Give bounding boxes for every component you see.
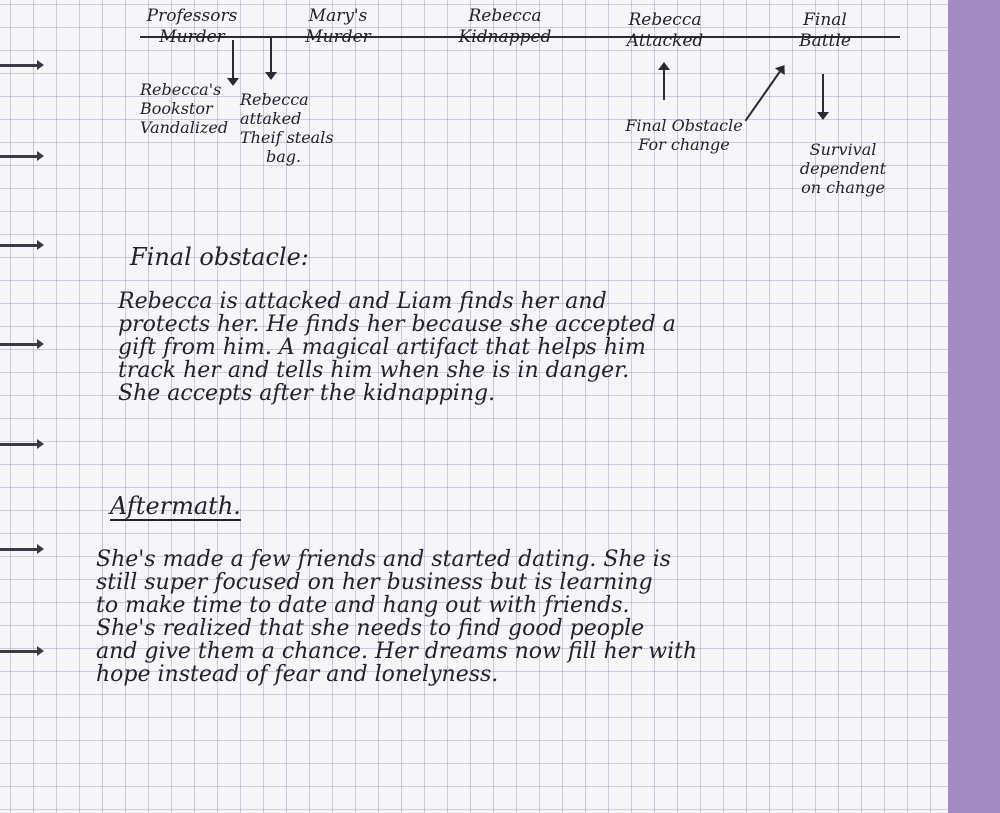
final-obstacle-heading: Final obstacle: [130,243,309,271]
note-line: attaked [240,109,302,128]
note-line: Vandalized [140,118,229,137]
down-arrow-icon [232,40,234,80]
paragraph-line: hope instead of fear and lonelyness. [96,662,499,687]
note-line: dependent [799,159,887,178]
binder-hole [0,343,40,346]
timeline-event [600,10,730,52]
paragraph-line: and give them a chance. Her dreams now fill her with [96,639,698,664]
paragraph-line: protects her. He finds her because she accepted a [118,312,676,337]
timeline-note [778,140,908,197]
diagonal-arrow-icon [745,69,782,121]
down-arrow-icon [822,74,824,114]
event-label: Final [803,10,847,30]
note-line: Rebecca's [140,80,222,99]
binder-hole [0,650,40,653]
timeline-event [440,6,570,48]
timeline-event [288,6,388,48]
note-line: For change [638,135,730,154]
binder-hole [0,244,40,247]
note-line: Survival [809,140,877,159]
note-line: Final Obstacle [625,116,743,135]
binder-hole [0,548,40,551]
note-line: Rebecca [240,90,309,109]
event-label: Professors [146,6,238,26]
timeline-event [775,10,875,52]
timeline-note [614,116,754,154]
timeline-note [240,90,360,166]
paragraph-line: still super focused on her business but is learning [96,570,653,595]
note-line: Theif steals [240,128,334,147]
aftermath-heading: Aftermath. [110,492,241,520]
paragraph-line: track her and tells him when she is in danger. [118,358,630,383]
event-label: Battle [799,31,851,51]
paragraph-line: to make time to date and hang out with friends. [96,593,630,618]
note-line: Bookstor [140,99,213,118]
paragraph-line: gift from him. A magical artifact that helps him [118,335,646,360]
paragraph-line: She's made a few friends and started dating. She is [96,547,671,572]
event-label: Murder [305,27,371,47]
paragraph-line: Rebecca is attacked and Liam finds her and [118,289,607,314]
paragraph-line: She's realized that she needs to find good people [96,616,645,641]
note-line: bag. [266,147,302,166]
up-arrow-icon [663,68,665,100]
event-label: Murder [159,27,225,47]
final-obstacle-paragraph [118,290,676,405]
event-label: Rebecca [468,6,542,26]
event-label: Kidnapped [458,27,552,47]
down-arrow-icon [270,36,272,74]
binder-hole [0,64,40,67]
note-line: on change [801,178,885,197]
event-label: Rebecca [628,10,702,30]
aftermath-paragraph [96,548,697,686]
event-label: Attacked [626,31,704,51]
timeline-event [142,6,242,48]
binder-hole [0,443,40,446]
paragraph-line: She accepts after the kidnapping. [118,381,496,406]
event-label: Mary's [308,6,368,26]
binder-hole [0,155,40,158]
timeline-note [140,80,228,137]
